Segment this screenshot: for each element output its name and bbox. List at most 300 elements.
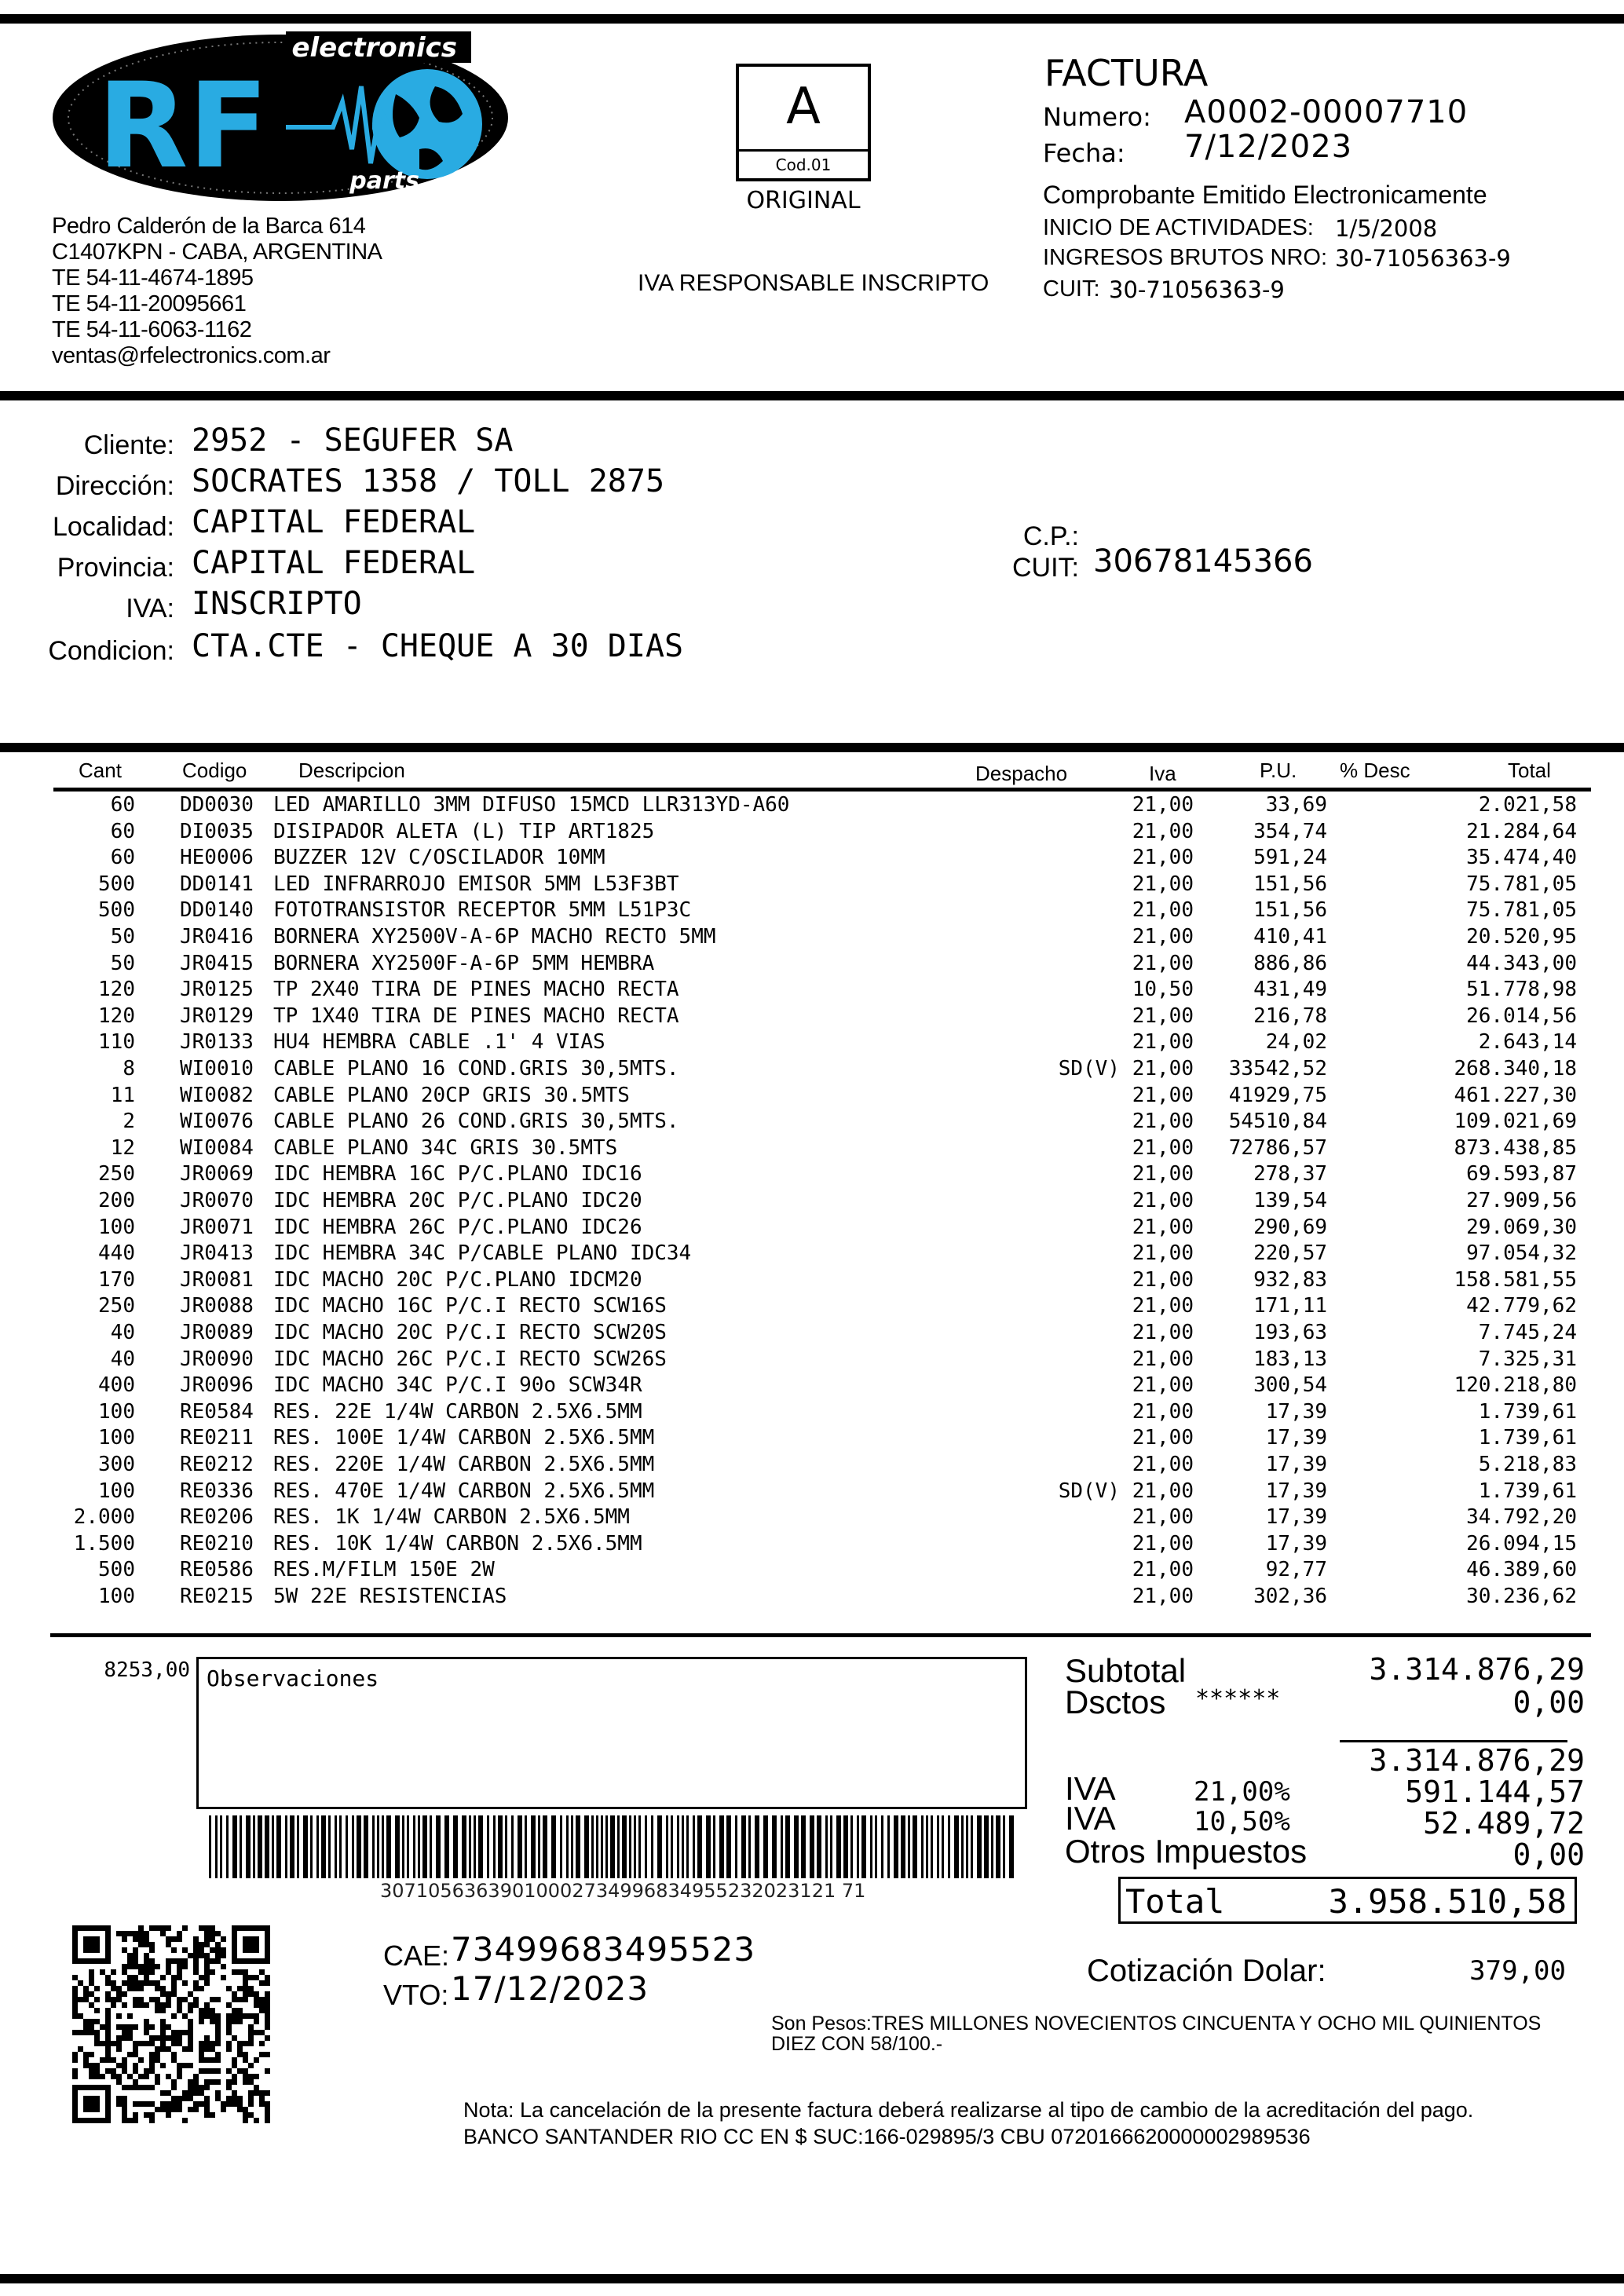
qr-module bbox=[127, 2085, 133, 2090]
row-total: 21.284,64 bbox=[1466, 819, 1577, 843]
row-total: 27.909,56 bbox=[1466, 1189, 1577, 1212]
qr-module bbox=[215, 2068, 221, 2074]
subtotal-value: 3.314.876,29 bbox=[1369, 1652, 1585, 1687]
qr-module bbox=[182, 1997, 188, 2002]
table-row bbox=[0, 1082, 1624, 1109]
qr-module bbox=[188, 2096, 193, 2101]
qr-module bbox=[133, 2002, 138, 2008]
qr-module bbox=[210, 1947, 215, 1953]
row-iva: 21,00 bbox=[1132, 1267, 1194, 1292]
row-descripcion: BUZZER 12V C/OSCILADOR 10MM bbox=[273, 846, 605, 870]
qr-module bbox=[133, 1953, 138, 1958]
qr-module bbox=[160, 2041, 166, 2046]
barcode-bar bbox=[887, 1815, 890, 1878]
qr-module bbox=[248, 2096, 254, 2101]
qr-module bbox=[160, 2019, 166, 2024]
row-iva: 21,00 bbox=[1132, 1399, 1194, 1424]
row-iva: 21,00 bbox=[1132, 819, 1194, 843]
qr-module bbox=[155, 2052, 160, 2057]
qr-module bbox=[149, 1947, 155, 1953]
qr-module bbox=[177, 1936, 182, 1942]
barcode-bar bbox=[713, 1815, 715, 1878]
qr-module bbox=[133, 2041, 138, 2046]
qr-module bbox=[188, 2024, 193, 2030]
payment-note: Nota: La cancelación de la presente factura deberá realizarse al tipo de cambio de la acreditación del pago. bbox=[463, 2098, 1474, 2122]
qr-module bbox=[133, 2118, 138, 2123]
qr-module bbox=[188, 2063, 193, 2068]
qr-module bbox=[177, 1931, 182, 1936]
qr-module bbox=[138, 1942, 144, 1947]
row-descripcion: IDC MACHO 34C P/C.I 90o SCW34R bbox=[273, 1373, 642, 1398]
qr-module bbox=[265, 2002, 270, 2008]
barcode-bar bbox=[836, 1815, 841, 1878]
qr-module bbox=[160, 1986, 166, 1991]
qr-module bbox=[188, 2035, 193, 2041]
barcode-bar bbox=[265, 1815, 269, 1878]
barcode-bar bbox=[843, 1815, 848, 1878]
qr-module bbox=[243, 1997, 248, 2002]
row-iva: 21,00 bbox=[1132, 872, 1194, 896]
qr-module bbox=[127, 1953, 133, 1958]
row-precio-unitario: 354,74 bbox=[1253, 819, 1327, 843]
qr-module bbox=[171, 2096, 177, 2101]
qr-module bbox=[199, 2008, 204, 2013]
qr-module bbox=[171, 2101, 177, 2107]
qr-module bbox=[193, 1936, 199, 1942]
barcode-bar bbox=[357, 1815, 361, 1878]
qr-module bbox=[237, 2046, 243, 2052]
row-cantidad: 1.500 bbox=[73, 1531, 135, 1556]
barcode-bar bbox=[748, 1815, 751, 1878]
row-cantidad: 60 bbox=[110, 819, 135, 843]
table-row bbox=[0, 897, 1624, 923]
qr-module bbox=[243, 2013, 248, 2019]
qr-module bbox=[83, 2057, 89, 2063]
barcode-bar bbox=[991, 1815, 993, 1878]
copy-label: ORIGINAL bbox=[746, 187, 861, 214]
qr-module bbox=[138, 1925, 144, 1931]
row-precio-unitario: 278,37 bbox=[1253, 1162, 1327, 1186]
row-total: 30.236,62 bbox=[1466, 1585, 1577, 1608]
qr-module bbox=[144, 2041, 149, 2046]
qr-module bbox=[122, 2101, 127, 2107]
qr-module bbox=[171, 2035, 177, 2041]
qr-module bbox=[122, 1947, 127, 1953]
qr-module bbox=[105, 2024, 111, 2030]
qr-module bbox=[237, 2068, 243, 2074]
qr-module bbox=[204, 2046, 210, 2052]
qr-module bbox=[248, 2030, 254, 2035]
cliente-label: Cliente: bbox=[83, 430, 174, 460]
vto-label: VTO: bbox=[383, 1979, 449, 2011]
qr-module bbox=[226, 2101, 232, 2107]
qr-module bbox=[171, 1958, 177, 1964]
qr-module bbox=[254, 1997, 259, 2002]
row-codigo: RE0586 bbox=[180, 1558, 254, 1582]
barcode-bar bbox=[418, 1815, 420, 1878]
qr-module bbox=[138, 2057, 144, 2063]
qr-module bbox=[111, 1980, 116, 1986]
qr-module bbox=[254, 2030, 259, 2035]
qr-module bbox=[188, 2107, 193, 2112]
barcode-bar bbox=[622, 1815, 627, 1878]
barcode-bar bbox=[560, 1815, 562, 1878]
iva1-rate: 21,00% bbox=[1194, 1776, 1290, 1808]
barcode-bar bbox=[596, 1815, 598, 1878]
table-row bbox=[0, 1029, 1624, 1055]
row-codigo: JR0089 bbox=[180, 1321, 254, 1344]
qr-module bbox=[177, 1975, 182, 1980]
row-descripcion: LED INFRARROJO EMISOR 5MM L53F3BT bbox=[273, 872, 679, 896]
qr-module bbox=[232, 2101, 237, 2107]
row-cantidad: 100 bbox=[98, 1215, 135, 1239]
table-row bbox=[0, 1451, 1624, 1478]
barcode-bar bbox=[407, 1815, 409, 1878]
row-precio-unitario: 33542,52 bbox=[1228, 1057, 1327, 1080]
qr-module bbox=[105, 2046, 111, 2052]
qr-module bbox=[265, 2035, 270, 2041]
qr-module bbox=[144, 1969, 149, 1975]
barcode-bar bbox=[645, 1815, 647, 1878]
qr-module bbox=[265, 2118, 270, 2123]
qr-module bbox=[83, 1986, 89, 1991]
table-row bbox=[0, 1003, 1624, 1029]
qr-module bbox=[204, 1975, 210, 1980]
row-cantidad: 110 bbox=[98, 1030, 135, 1055]
barcode-bar bbox=[706, 1815, 711, 1878]
qr-module bbox=[166, 1942, 171, 1947]
barcode-bar bbox=[258, 1815, 262, 1878]
barcode-bar bbox=[402, 1815, 404, 1878]
row-cantidad: 500 bbox=[98, 1558, 135, 1582]
barcode-bar bbox=[584, 1815, 589, 1878]
qr-module bbox=[105, 1975, 111, 1980]
qr-module bbox=[215, 1942, 221, 1947]
qr-module bbox=[149, 2112, 155, 2118]
qr-module bbox=[177, 2068, 182, 2074]
qr-module bbox=[215, 1931, 221, 1936]
row-iva: 21,00 bbox=[1132, 846, 1194, 870]
qr-module bbox=[182, 2063, 188, 2068]
qr-module bbox=[133, 1997, 138, 2002]
grand-total-label: Total bbox=[1125, 1882, 1225, 1921]
qr-module bbox=[133, 1958, 138, 1964]
qr-module bbox=[155, 2046, 160, 2052]
logo-parts-text: parts bbox=[349, 167, 419, 195]
qr-module bbox=[248, 1975, 254, 1980]
qr-module bbox=[133, 1980, 138, 1986]
qr-module bbox=[166, 2035, 171, 2041]
qr-module bbox=[138, 1986, 144, 1991]
qr-module bbox=[166, 2107, 171, 2112]
barcode-bar bbox=[571, 1815, 573, 1878]
qr-module bbox=[89, 2019, 94, 2024]
qr-module bbox=[166, 1964, 171, 1969]
qr-module bbox=[133, 2112, 138, 2118]
row-total: 42.779,62 bbox=[1466, 1294, 1577, 1318]
qr-module bbox=[215, 2019, 221, 2024]
barcode-bar bbox=[984, 1815, 989, 1878]
qr-module bbox=[155, 2035, 160, 2041]
qr-module bbox=[193, 2085, 199, 2090]
barcode-bar bbox=[232, 1815, 237, 1878]
qr-module bbox=[199, 2046, 204, 2052]
iva2-rate: 10,50% bbox=[1194, 1806, 1290, 1837]
qr-module bbox=[116, 2063, 122, 2068]
row-codigo: JR0413 bbox=[180, 1241, 254, 1266]
qr-module bbox=[188, 2046, 193, 2052]
qr-module bbox=[155, 2074, 160, 2079]
qr-module bbox=[89, 1975, 94, 1980]
qr-module bbox=[204, 1964, 210, 1969]
cp-label: C.P.: bbox=[1022, 521, 1079, 551]
qr-module bbox=[94, 2068, 100, 2074]
row-descripcion: RES. 10K 1/4W CARBON 2.5X6.5MM bbox=[273, 1531, 642, 1556]
qr-module bbox=[111, 1986, 116, 1991]
qr-module bbox=[248, 2063, 254, 2068]
qr-module bbox=[171, 2030, 177, 2035]
qr-module bbox=[265, 2068, 270, 2074]
qr-module bbox=[254, 2057, 259, 2063]
qr-module bbox=[160, 1931, 166, 1936]
qr-module bbox=[94, 1986, 100, 1991]
row-precio-unitario: 151,56 bbox=[1253, 898, 1327, 923]
barcode-bar bbox=[861, 1815, 866, 1878]
row-cantidad: 100 bbox=[98, 1479, 135, 1503]
qr-module bbox=[226, 2019, 232, 2024]
row-cantidad: 500 bbox=[98, 898, 135, 923]
qr-module bbox=[72, 2057, 78, 2063]
qr-module bbox=[127, 2035, 133, 2041]
dsctos-label: Dsctos bbox=[1065, 1684, 1166, 1720]
row-total: 461.227,30 bbox=[1454, 1083, 1577, 1107]
row-precio-unitario: 72786,57 bbox=[1228, 1135, 1327, 1160]
qr-module bbox=[149, 2041, 155, 2046]
qr-module bbox=[116, 2024, 122, 2030]
qr-module bbox=[226, 1986, 232, 1991]
qr-module bbox=[210, 2112, 215, 2118]
qr-module bbox=[182, 2030, 188, 2035]
qr-module bbox=[116, 1931, 122, 1936]
row-codigo: JR0088 bbox=[180, 1294, 254, 1318]
qr-module bbox=[122, 1936, 127, 1942]
table-row bbox=[0, 1055, 1624, 1082]
table-row bbox=[0, 871, 1624, 898]
email-line: ventas@rfelectronics.com.ar bbox=[52, 343, 331, 368]
table-row bbox=[0, 923, 1624, 950]
qr-module bbox=[89, 1980, 94, 1986]
qr-module bbox=[160, 2090, 166, 2096]
qr-module bbox=[127, 1975, 133, 1980]
qr-module bbox=[100, 2041, 105, 2046]
qr-module bbox=[160, 1925, 166, 1931]
row-total: 75.781,05 bbox=[1466, 872, 1577, 896]
qr-module bbox=[265, 1991, 270, 1997]
qr-module bbox=[177, 1969, 182, 1975]
row-descripcion: CABLE PLANO 20CP GRIS 30.5MTS bbox=[273, 1083, 630, 1107]
row-descripcion: IDC HEMBRA 34C P/CABLE PLANO IDC34 bbox=[273, 1241, 692, 1266]
barcode-bar bbox=[901, 1815, 905, 1878]
barcode-bar bbox=[605, 1815, 608, 1878]
qr-module bbox=[215, 2090, 221, 2096]
qr-module bbox=[232, 1969, 237, 1975]
table-row bbox=[0, 1319, 1624, 1346]
qr-module bbox=[221, 2101, 226, 2107]
qr-module bbox=[149, 2057, 155, 2063]
qr-module bbox=[177, 1997, 182, 2002]
qr-module bbox=[188, 1953, 193, 1958]
qr-module bbox=[144, 1942, 149, 1947]
qr-module bbox=[232, 1997, 237, 2002]
qr-module bbox=[89, 2074, 94, 2079]
qr-module bbox=[116, 1991, 122, 1997]
qr-module bbox=[177, 2035, 182, 2041]
qr-module bbox=[122, 2035, 127, 2041]
invoice-code: Cod.01 bbox=[739, 149, 868, 178]
row-descripcion: IDC MACHO 16C P/C.I RECTO SCW16S bbox=[273, 1294, 667, 1318]
qr-module bbox=[127, 1986, 133, 1991]
inicio-actividades-label: INICIO DE ACTIVIDADES: bbox=[1043, 215, 1314, 240]
qr-module bbox=[171, 2041, 177, 2046]
row-iva: 21,00 bbox=[1132, 1083, 1194, 1107]
barcode-bar bbox=[525, 1815, 527, 1878]
qr-module bbox=[265, 2019, 270, 2024]
row-descripcion: RES.M/FILM 150E 2W bbox=[273, 1558, 495, 1582]
row-cantidad: 11 bbox=[110, 1083, 135, 1107]
barcode-bar bbox=[226, 1815, 229, 1878]
qr-module bbox=[259, 2052, 265, 2057]
qr-module bbox=[89, 2063, 94, 2068]
qr-module bbox=[149, 1942, 155, 1947]
qr-module bbox=[105, 2041, 111, 2046]
barcode-bar bbox=[444, 1815, 449, 1878]
qr-module bbox=[210, 2057, 215, 2063]
qr-module bbox=[149, 2052, 155, 2057]
qr-module bbox=[199, 2041, 204, 2046]
qr-module bbox=[182, 1980, 188, 1986]
qr-module bbox=[94, 2063, 100, 2068]
barcode-bar bbox=[462, 1815, 466, 1878]
qr-module bbox=[204, 2057, 210, 2063]
qr-module bbox=[144, 1958, 149, 1964]
qr-module bbox=[265, 2112, 270, 2118]
row-total: 69.593,87 bbox=[1466, 1162, 1577, 1186]
qr-module bbox=[237, 2101, 243, 2107]
table-row bbox=[0, 844, 1624, 871]
qr-module bbox=[105, 2052, 111, 2057]
otros-impuestos-label: Otros Impuestos bbox=[1065, 1833, 1308, 1870]
row-iva: 21,00 bbox=[1132, 1479, 1194, 1503]
row-descripcion: FOTOTRANSISTOR RECEPTOR 5MM L51P3C bbox=[273, 898, 692, 923]
row-iva: 21,00 bbox=[1132, 1426, 1194, 1450]
qr-module bbox=[149, 2085, 155, 2090]
barcode-bar bbox=[551, 1815, 556, 1878]
row-descripcion: IDC MACHO 20C P/C.PLANO IDCM20 bbox=[273, 1267, 642, 1292]
qr-module bbox=[188, 2090, 193, 2096]
barcode-bar bbox=[657, 1815, 662, 1878]
qr-module bbox=[221, 1964, 226, 1969]
qr-module bbox=[232, 2057, 237, 2063]
qr-module bbox=[133, 1936, 138, 1942]
qr-module bbox=[193, 1942, 199, 1947]
barcode-bar bbox=[931, 1815, 933, 1878]
row-despacho: SD(V) bbox=[1058, 1479, 1120, 1503]
qr-module bbox=[166, 2002, 171, 2008]
qr-module bbox=[111, 2002, 116, 2008]
barcode-bar bbox=[253, 1815, 255, 1878]
qr-module bbox=[199, 1986, 204, 1991]
qr-module bbox=[193, 2079, 199, 2085]
qr-module bbox=[116, 2079, 122, 2085]
qr-module bbox=[265, 2008, 270, 2013]
qr-module bbox=[237, 2019, 243, 2024]
qr-module bbox=[149, 1925, 155, 1931]
qr-module bbox=[210, 2046, 215, 2052]
qr-module bbox=[182, 2118, 188, 2123]
row-descripcion: HU4 HEMBRA CABLE .1' 4 VIAS bbox=[273, 1030, 605, 1055]
qr-module bbox=[215, 2041, 221, 2046]
cae-label: CAE: bbox=[383, 1940, 450, 1972]
qr-module bbox=[254, 2085, 259, 2090]
qr-module bbox=[221, 2107, 226, 2112]
observaciones-box bbox=[196, 1657, 1027, 1809]
qr-module bbox=[237, 2107, 243, 2112]
qr-module bbox=[210, 2041, 215, 2046]
table-top-divider bbox=[0, 743, 1624, 752]
qr-module bbox=[138, 2085, 144, 2090]
qr-module bbox=[111, 2074, 116, 2079]
barcode-bar bbox=[1009, 1815, 1014, 1878]
qr-module bbox=[199, 2052, 204, 2057]
qr-module bbox=[166, 1936, 171, 1942]
qr-module bbox=[94, 2019, 100, 2024]
qr-module bbox=[210, 1936, 215, 1942]
qr-finder bbox=[243, 1936, 259, 1953]
col-header-despacho: Despacho bbox=[975, 762, 1068, 785]
qr-module bbox=[138, 2074, 144, 2079]
qr-module bbox=[243, 1986, 248, 1991]
barcode-bar bbox=[430, 1815, 432, 1878]
qr-module bbox=[243, 1975, 248, 1980]
qr-module bbox=[160, 2046, 166, 2052]
row-descripcion: TP 2X40 TIRA DE PINES MACHO RECTA bbox=[273, 978, 679, 1002]
qr-module bbox=[94, 2074, 100, 2079]
barcode-bar bbox=[364, 1815, 368, 1878]
qr-module bbox=[193, 2101, 199, 2107]
row-cantidad: 60 bbox=[110, 846, 135, 870]
qr-module bbox=[155, 1997, 160, 2002]
row-iva: 21,00 bbox=[1132, 1215, 1194, 1239]
qr-module bbox=[204, 2035, 210, 2041]
qr-module bbox=[226, 2041, 232, 2046]
qr-module bbox=[171, 1991, 177, 1997]
qr-module bbox=[265, 2024, 270, 2030]
row-codigo: RE0211 bbox=[180, 1426, 254, 1450]
qr-module bbox=[254, 1975, 259, 1980]
row-precio-unitario: 183,13 bbox=[1253, 1347, 1327, 1371]
qr-module bbox=[122, 2096, 127, 2101]
row-total: 51.778,98 bbox=[1466, 978, 1577, 1002]
barcode-bar bbox=[977, 1815, 982, 1878]
qr-module bbox=[199, 2057, 204, 2063]
qr-module bbox=[204, 1969, 210, 1975]
qr-module bbox=[265, 1997, 270, 2002]
invoice-letter: A bbox=[786, 78, 821, 136]
row-codigo: JR0090 bbox=[180, 1347, 254, 1371]
row-precio-unitario: 290,69 bbox=[1253, 1215, 1327, 1239]
subtotal-rule bbox=[1340, 1740, 1567, 1742]
barcode-bar bbox=[498, 1815, 503, 1878]
